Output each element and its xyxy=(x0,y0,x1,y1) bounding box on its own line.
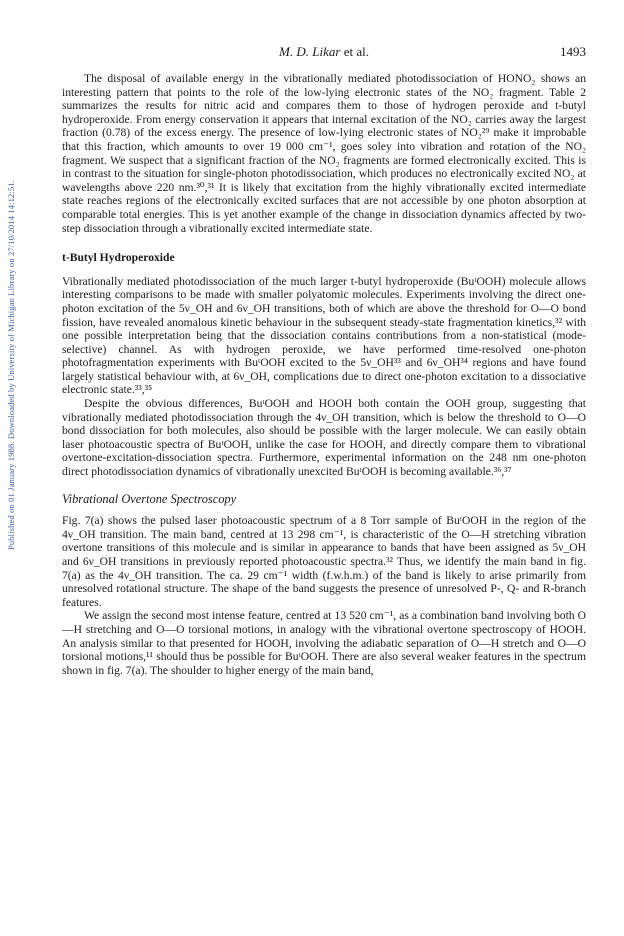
paragraph-butooh-intro: Vibrationally mediated photodissociation of the much larger t-butyl hydroperoxide (BuᵗOOH) molecule allows interesting comparisons to be made with smaller polyatomic molecules. Experiments involving the direct one-photon excitation of the 5ν_OH and 6ν_OH transitions, both of which are above the threshold for O—O bond fission, have revealed anomalous kinetic behaviour in the subsequent steady-state fragmentation kinetics,³² with one possible interpretation being that the dissociation contains contributions from a non-statistical (mode-selective) channel. As with hydrogen peroxide, we have performed time-resolved one-photon photofragmentation experiments with BuᵗOOH excited to the 5ν_OH³³ and 6ν_OH³⁴ regions and have found largely statistical behaviour with, at 6ν_OH, complications due to direct one-photon excitation to a dissociative electronic state.³³,³⁵ xyxy=(62,274,586,397)
download-stamp: Published on 01 January 1988. Downloaded by University of Michigan Library on 27/10/2014 14:12:51. xyxy=(6,180,16,550)
et-al: et al. xyxy=(340,44,369,59)
paragraph-ooh-group: Despite the obvious differences, BuᵗOOH and HOOH both contain the OOH group, suggesting that vibrationally mediated photodissociation through the 4ν_OH transition, which is below the threshold to O—O bond dissociation for both molecules, also should be possible with the larger molecule. We can easily obtain laser photoacoustic spectra of BuᵗOOH, unlike the case for HOOH, and directly compare them to vibrational overtone-excitation-dissociation spectra. Furthermore, experimental information on the 248 nm one-photon direct photodissociation dynamics of vibrationally unexcited BuᵗOOH is becoming available.³⁶,³⁷ xyxy=(62,397,586,479)
author-name: M. D. Likar xyxy=(279,44,341,59)
paragraph-fig7a: Fig. 7(a) shows the pulsed laser photoacoustic spectrum of a 8 Torr sample of BuᵗOOH in the region of the 4ν_OH transition. The main band, centred at 13 298 cm⁻¹, is characteristic of the O—H stretching vibration overtone transitions of this molecule and is similar in appearance to bands that have been assigned as 5ν_OH and 6ν_OH transitions in previously reported photoacoustic spectra.³² Thus, we identify the main band in fig. 7(a) as the 4ν_OH transition. The ca. 29 cm⁻¹ width (f.w.h.m.) of the band is likely to arise primarily from unresolved rotational structure. The shape of the band suggests the presence of unresolved P-, Q- and R-branch features. xyxy=(62,514,586,609)
paragraph-combination-band: We assign the second most intense feature, centred at 13 520 cm⁻¹, as a combination band involving both O—H stretching and O—O torsional motions, in analogy with the vibrational overtone spectroscopy of HOOH. An analysis similar to that presented for HOOH, involving the adiabatic separation of O—H stretch and O—O torsional motions,¹¹ should thus be possible for BuᵗOOH. There are also several weaker features in the spectrum shown in fig. 7(a). The shoulder to higher energy of the main band, xyxy=(62,609,586,677)
page-number: 1493 xyxy=(560,44,586,59)
running-head xyxy=(62,44,586,60)
page-header xyxy=(62,44,586,62)
section-heading: t-Butyl Hydroperoxide xyxy=(62,251,175,265)
paragraph-nitric-acid: The disposal of available energy in the vibrationally mediated photodissociation of HONO₂ shows an interesting pattern that points to the role of the low-lying electronic states of the NO₂ fragment. Table 2 summarizes the results for nitric acid and compares them to those of hydrogen peroxide and t-butyl hydroperoxide. From energy conservation it appears that internal excitation of the NO₂ carries away the largest fraction (0.78) of the excess energy. The presence of low-lying electronic states of NO₂²⁹ make it improbable that this fraction, which amounts to over 19 000 cm⁻¹, goes soley into vibration and rotation of the NO₂ fragment. We suspect that a significant fraction of the NO₂ fragments are formed electronically excited. This is in contrast to the situation for single-photon photodissociation, which produces no electronically excited NO₂ at wavelengths above 220 nm.³⁰,³¹ It is likely that excitation from the highly vibrationally excited intermediate state reaches regions of the electronically excited surfaces that are not accessible by one photon absorption at comparable total energies. This is yet another example of the change in dissociation dynamics affected by two-step dissociation through a vibrationally excited intermediate state. xyxy=(62,72,586,235)
article-body xyxy=(62,72,586,677)
subsection-heading: Vibrational Overtone Spectroscopy xyxy=(62,491,237,506)
